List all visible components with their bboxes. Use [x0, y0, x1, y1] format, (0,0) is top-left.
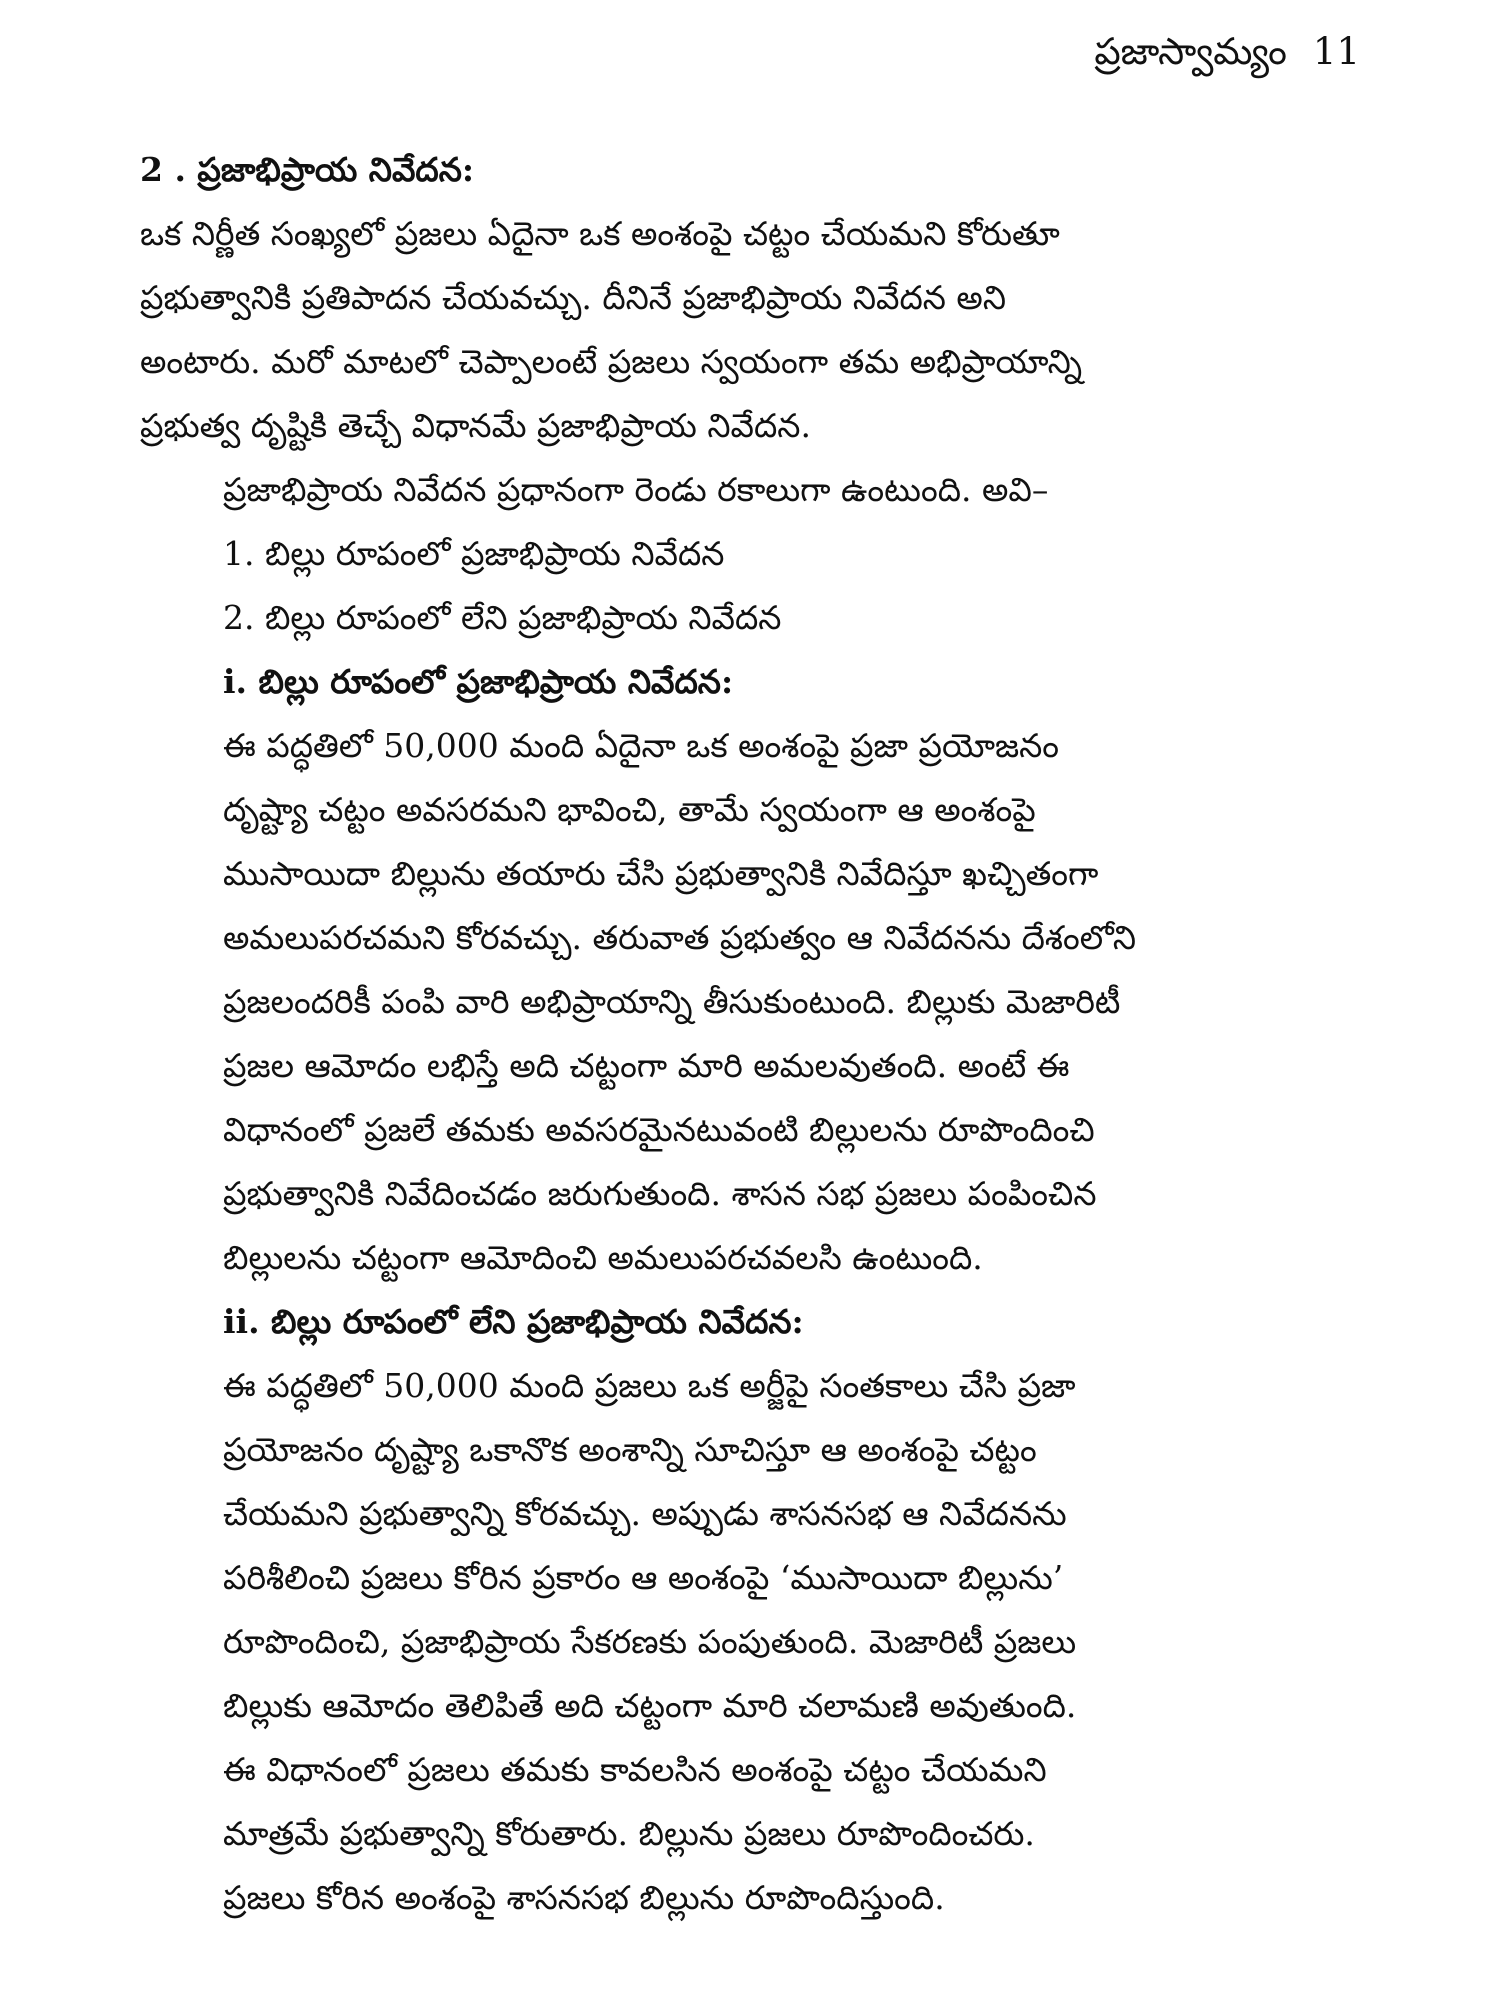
paragraph-line: ప్రయోజనం దృష్ట్యా ఒకానొక అంశాన్ని సూచిస్తూ ఆ అంశంపై చట్టం [223, 1430, 1037, 1469]
paragraph-line: ప్రజలు కోరిన అంశంపై శాసనసభ బిల్లును రూపొందిస్తుంది. [223, 1878, 945, 1917]
paragraph-line: అంటారు. మరో మాటలో చెప్పాలంటే ప్రజలు స్వయంగా తమ అభిప్రాయాన్ని [140, 342, 1082, 381]
list-item: 2. బిల్లు రూపంలో లేని ప్రజాభిప్రాయ నివేదన [223, 598, 782, 637]
paragraph-line: బిల్లుకు ఆమోదం తెలిపితే అది చట్టంగా మారి చలామణి అవుతుంది. [223, 1686, 1077, 1725]
paragraph-line: ఈ పద్ధతిలో 50,000 మంది ఏదైనా ఒక అంశంపై ప్రజా ప్రయోజనం [223, 726, 1060, 765]
paragraph-line: దృష్ట్యా చట్టం అవసరమని భావించి, తామే స్వయంగా ఆ అంశంపై [223, 790, 1036, 829]
types-intro: ప్రజాభిప్రాయ నివేదన ప్రధానంగా రెండు రకాలుగా ఉంటుంది. అవి– [223, 470, 1049, 509]
paragraph-line: ఒక నిర్ణీత సంఖ్యలో ప్రజలు ఏదైనా ఒక అంశంపై చట్టం చేయమని కోరుతూ [140, 214, 1060, 253]
paragraph-line: ఈ విధానంలో ప్రజలు తమకు కావలసిన అంశంపై చట్టం చేయమని [223, 1750, 1047, 1789]
paragraph-line: బిల్లులను చట్టంగా ఆమోదించి అమలుపరచవలసి ఉంటుంది. [223, 1238, 983, 1277]
section-heading: 2 . ప్రజాభిప్రాయ నివేదన: [140, 150, 475, 189]
header-title: ప్రజాస్వామ్యం [1094, 30, 1287, 73]
page-number: 11 [1312, 30, 1360, 73]
running-header [1094, 30, 1360, 82]
list-item: 1. బిల్లు రూపంలో ప్రజాభిప్రాయ నివేదన [223, 534, 725, 573]
paragraph-line: అమలుపరచమని కోరవచ్చు. తరువాత ప్రభుత్వం ఆ నివేదనను దేశంలోని [223, 918, 1137, 957]
subsection-heading-ii: ii. బిల్లు రూపంలో లేని ప్రజాభిప్రాయ నివేదన: [223, 1302, 804, 1341]
paragraph-line: ప్రజలందరికీ పంపి వారి అభిప్రాయాన్ని తీసుకుంటుంది. బిల్లుకు మెజారిటీ [223, 982, 1121, 1021]
page-body [140, 138, 1370, 1930]
subsection-heading-i: i. బిల్లు రూపంలో ప్రజాభిప్రాయ నివేదన: [223, 662, 734, 701]
paragraph-line: ప్రభుత్వానికి నివేదించడం జరుగుతుంది. శాసన సభ ప్రజలు పంపించిన [223, 1174, 1097, 1213]
paragraph-line: రూపొందించి, ప్రజాభిప్రాయ సేకరణకు పంపుతుంది. మెజారిటీ ప్రజలు [223, 1622, 1077, 1661]
paragraph-line: ప్రభుత్వానికి ప్రతిపాదన చేయవచ్చు. దీనినే ప్రజాభిప్రాయ నివేదన అని [140, 278, 1006, 317]
paragraph-line: పరిశీలించి ప్రజలు కోరిన ప్రకారం ఆ అంశంపై ‘ముసాయిదా బిల్లును’ [223, 1558, 1064, 1597]
paragraph-line: చేయమని ప్రభుత్వాన్ని కోరవచ్చు. అప్పుడు శాసనసభ ఆ నివేదనను [223, 1494, 1067, 1533]
paragraph-line: ప్రజల ఆమోదం లభిస్తే అది చట్టంగా మారి అమలవుతంది. అంటే ఈ [223, 1046, 1070, 1085]
paragraph-line: ప్రభుత్వ దృష్టికి తెచ్చే విధానమే ప్రజాభిప్రాయ నివేదన. [140, 406, 811, 445]
paragraph-line: మాత్రమే ప్రభుత్వాన్ని కోరుతారు. బిల్లును ప్రజలు రూపొందించరు. [223, 1814, 1035, 1853]
paragraph-line: ఈ పద్ధతిలో 50,000 మంది ప్రజలు ఒక అర్జీపై సంతకాలు చేసి ప్రజా [223, 1366, 1076, 1405]
paragraph-line: విధానంలో ప్రజలే తమకు అవసరమైనటువంటి బిల్లులను రూపొందించి [223, 1110, 1095, 1149]
paragraph-line: ముసాయిదా బిల్లును తయారు చేసి ప్రభుత్వానికి నివేదిస్తూ ఖచ్చితంగా [223, 854, 1099, 893]
